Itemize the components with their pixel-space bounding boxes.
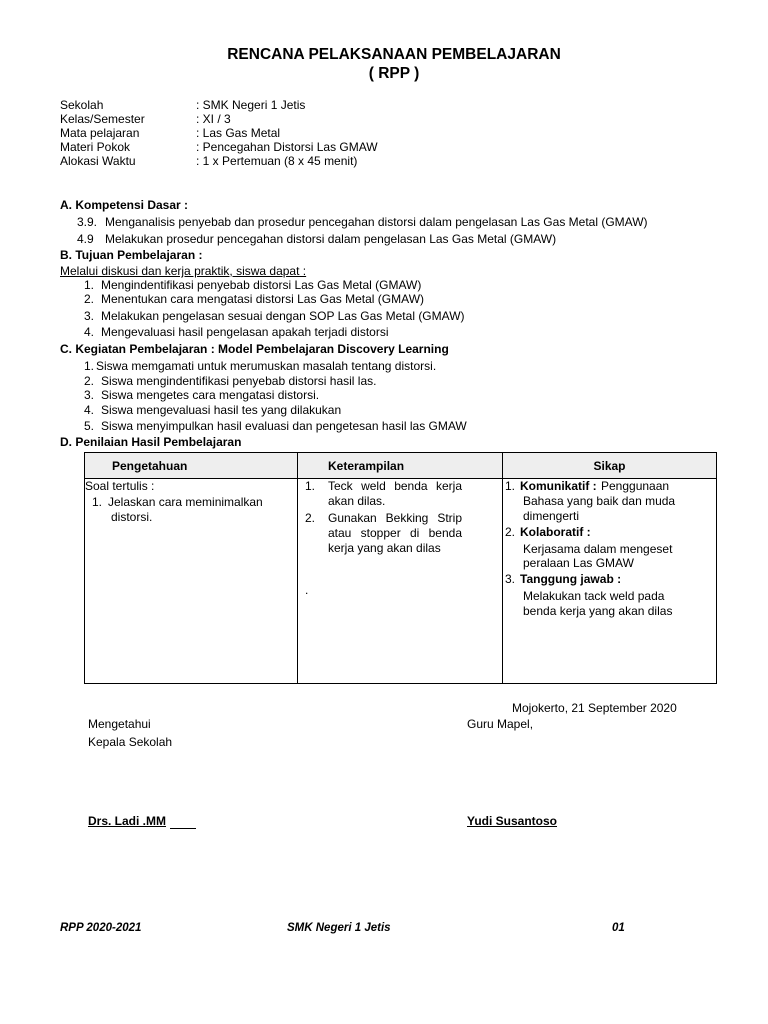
table-row [85, 479, 717, 684]
identity-label-mapel: Mata pelajaran [60, 126, 140, 140]
footer-center: SMK Negeri 1 Jetis [287, 922, 391, 934]
identity-value-mapel: : Las Gas Metal [196, 126, 281, 140]
objective-number: 4. [84, 325, 95, 339]
name-underline [170, 828, 196, 829]
document-title: RENCANA PELAKSANAAN PEMBELAJARAN [227, 46, 561, 63]
sikap-item-text: peralaan Las GMAW [523, 556, 634, 570]
sikap-item-label: Tanggung jawab : [520, 572, 622, 586]
sikap-item-text: Penggunaan [601, 479, 670, 493]
section-a-heading: A. Kompetensi Dasar : [60, 198, 189, 212]
assessment-table [84, 452, 717, 684]
section-d-heading: D. Penilaian Hasil Pembelajaran [60, 435, 242, 449]
kd-number: 3.9. [77, 215, 98, 229]
identity-label-kelas: Kelas/Semester [60, 112, 145, 126]
section-b-heading: B. Tujuan Pembelajaran : [60, 248, 203, 262]
sikap-item-number: 3. [505, 572, 516, 586]
objective-text: Mengindentifikasi penyebab distorsi Las Gas Metal (GMAW) [101, 278, 422, 292]
identity-value-sekolah: : SMK Negeri 1 Jetis [196, 98, 306, 112]
cell-keterampilan [298, 479, 503, 684]
identity-label-sekolah: Sekolah [60, 98, 104, 112]
footer-left: RPP 2020-2021 [60, 922, 142, 934]
page-number: 01 [612, 922, 625, 934]
sikap-item-label: Kolaboratif : [520, 525, 591, 539]
keterampilan-item-text: atau stopper di benda [328, 526, 462, 540]
signature-left-title: Mengetahui [88, 717, 151, 731]
sikap-item-text: Kerjasama dalam mengeset [523, 542, 673, 556]
keterampilan-item-text: kerja yang akan dilas [328, 541, 441, 555]
pengetahuan-item-number: 1. [92, 495, 103, 509]
objective-number: 3. [84, 309, 95, 323]
keterampilan-dot: . [305, 583, 309, 597]
document-subtitle: ( RPP ) [368, 65, 420, 82]
section-b-intro: Melalui diskusi dan kerja praktik, siswa dapat : [60, 264, 307, 278]
sikap-item-text: Bahasa yang baik dan muda [523, 494, 676, 508]
identity-label-materi: Materi Pokok [60, 140, 131, 154]
activity-number: 5. [84, 419, 95, 433]
activity-number: 4. [84, 403, 95, 417]
kd-number: 4.9 [77, 232, 94, 246]
activity-text: Siswa mengevaluasi hasil tes yang dilakukan [101, 403, 342, 417]
keterampilan-item-text: Gunakan Bekking Strip [328, 511, 462, 525]
teacher-name: Yudi Susantoso [467, 814, 558, 828]
activity-number: 2. [84, 374, 95, 388]
column-header-keterampilan: Keterampilan [298, 453, 503, 479]
activity-number: 1. [84, 359, 95, 373]
keterampilan-item-text: Teck weld benda kerja [328, 479, 462, 493]
sikap-item-text: benda kerja yang akan dilas [523, 604, 673, 618]
sikap-item-number: 1. [505, 479, 516, 493]
identity-value-materi: : Pencegahan Distorsi Las GMAW [196, 140, 378, 154]
activity-number: 3. [84, 388, 95, 402]
identity-value-alokasi: : 1 x Pertemuan (8 x 45 menit) [196, 154, 358, 168]
signature-right-title: Guru Mapel, [467, 717, 534, 731]
sikap-item-number: 2. [505, 525, 516, 539]
keterampilan-item-text: akan dilas. [328, 494, 386, 508]
objective-number: 1. [84, 278, 95, 292]
cell-pengetahuan [85, 479, 298, 684]
headmaster-name: Drs. Ladi .MM [88, 814, 167, 828]
sikap-item-label: Komunikatif : [520, 479, 597, 493]
pengetahuan-intro: Soal tertulis : [85, 479, 155, 493]
pengetahuan-item-text: Jelaskan cara meminimalkan [108, 495, 263, 509]
column-header-pengetahuan: Pengetahuan [85, 453, 298, 479]
keterampilan-item-number: 2. [305, 511, 316, 525]
place-date: Mojokerto, 21 September 2020 [512, 701, 677, 715]
kd-text: Menganalisis penyebab dan prosedur pencegahan distorsi dalam pengelasan Las Gas Metal (GMAW) [105, 215, 648, 229]
keterampilan-item-number: 1. [305, 479, 316, 493]
activity-text: Siswa mengindentifikasi penyebab distorsi hasil las. [101, 374, 377, 388]
objective-text: Melakukan pengelasan sesuai dengan SOP Las Gas Metal (GMAW) [101, 309, 465, 323]
objective-text: Menentukan cara mengatasi distorsi Las Gas Metal (GMAW) [101, 292, 425, 306]
sikap-item-text: Melakukan tack weld pada [523, 589, 665, 603]
objective-number: 2. [84, 292, 95, 306]
section-c-heading: C. Kegiatan Pembelajaran : Model Pembelajaran Discovery Learning [60, 342, 449, 356]
activity-text: Siswa mengetes cara mengatasi distorsi. [101, 388, 320, 402]
column-header-sikap: Sikap [503, 453, 717, 479]
table-header-row [85, 453, 717, 479]
cell-sikap [503, 479, 717, 684]
sikap-item-text: dimengerti [523, 509, 580, 523]
pengetahuan-item-text: distorsi. [111, 510, 153, 524]
objective-text: Mengevaluasi hasil pengelasan apakah terjadi distorsi [101, 325, 389, 339]
identity-value-kelas: : XI / 3 [196, 112, 231, 126]
kd-text: Melakukan prosedur pencegahan distorsi dalam pengelasan Las Gas Metal (GMAW) [105, 232, 557, 246]
signature-left-role: Kepala Sekolah [88, 735, 173, 749]
activity-text: Siswa menyimpulkan hasil evaluasi dan pengetesan hasil las GMAW [101, 419, 467, 433]
identity-label-alokasi: Alokasi Waktu [60, 154, 136, 168]
activity-text: Siswa memgamati untuk merumuskan masalah tentang distorsi. [96, 359, 437, 373]
